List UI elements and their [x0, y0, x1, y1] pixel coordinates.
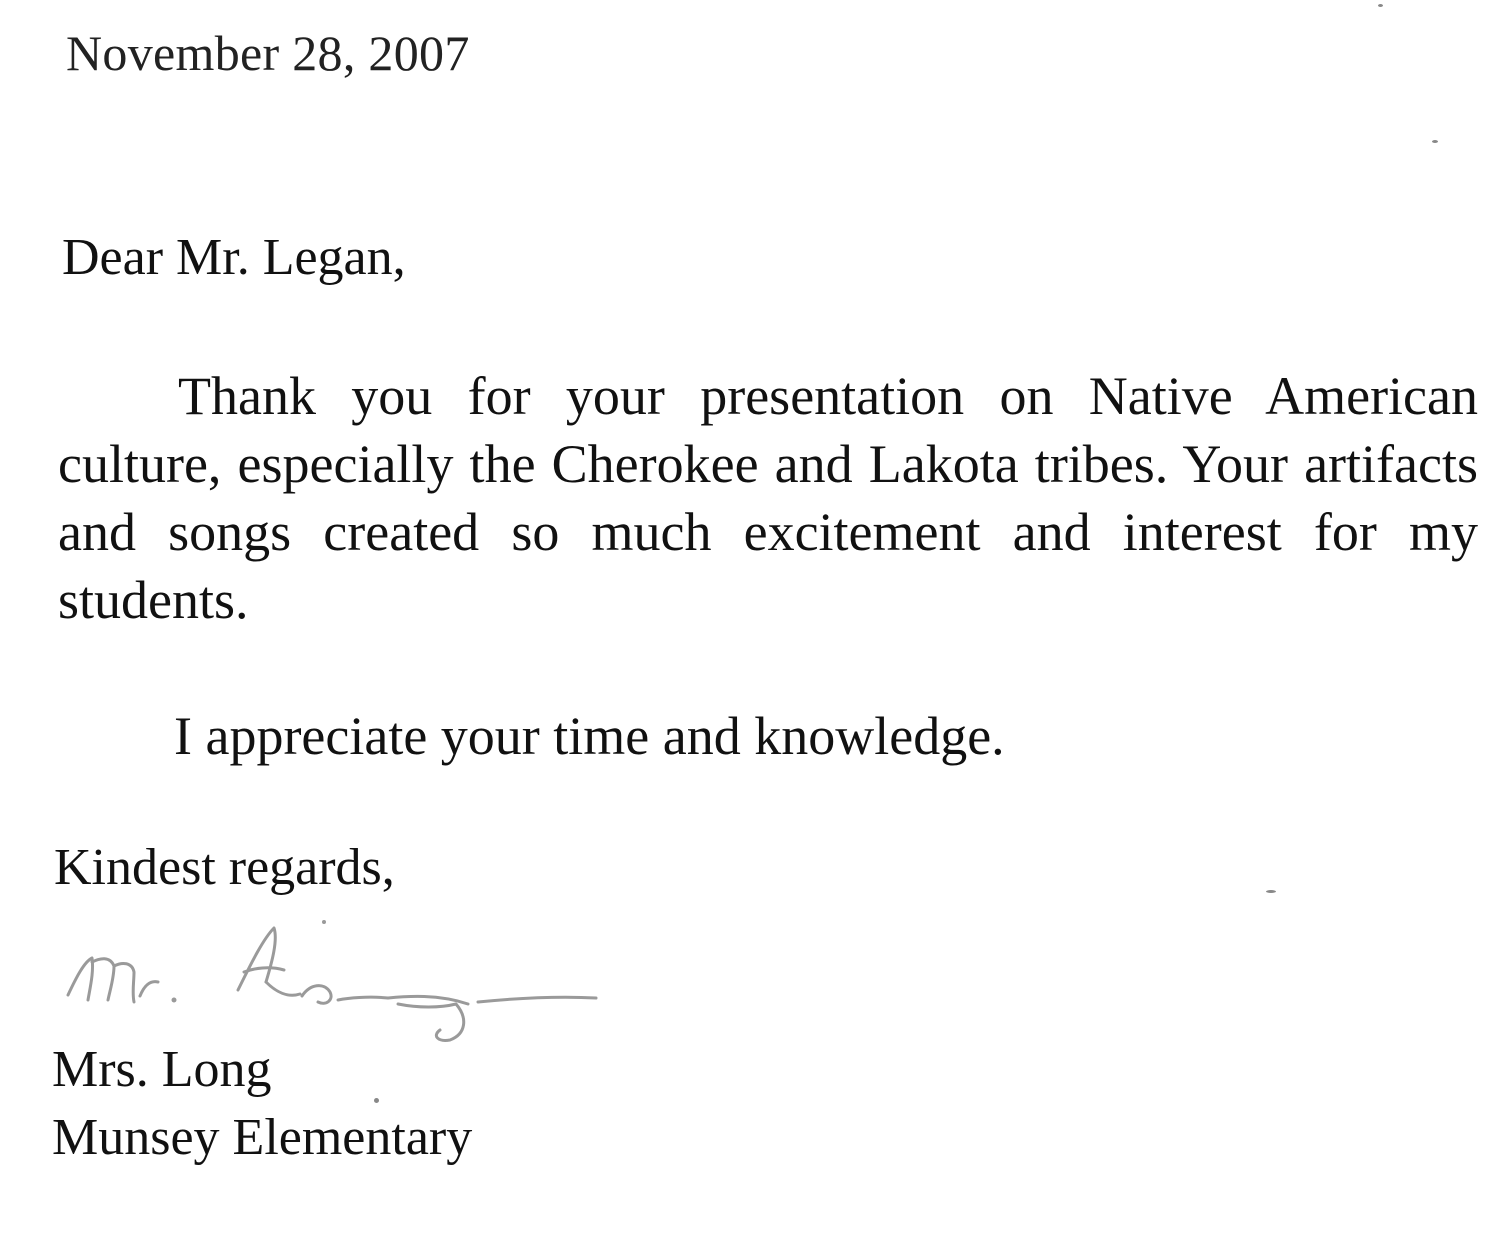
scan-speck: [1378, 4, 1383, 7]
scan-speck: [374, 1098, 379, 1103]
letter-paragraph-2: I appreciate your time and knowledge.: [174, 706, 1005, 766]
letter-closing: Kindest regards,: [54, 839, 395, 896]
signer-name: Mrs. Long: [52, 1041, 272, 1098]
signer-organization: Munsey Elementary: [52, 1109, 473, 1166]
letter-date: November 28, 2007: [66, 25, 470, 81]
letter-salutation: Dear Mr. Legan,: [62, 229, 406, 286]
scan-speck: [1432, 140, 1438, 143]
scan-speck: [1266, 890, 1276, 893]
letter-paragraph-1: Thank you for your presentation on Native American culture, especially the Cherokee and Lakota tribes. Your artifacts and songs created so much excitement and interest for my students.: [58, 366, 1478, 630]
